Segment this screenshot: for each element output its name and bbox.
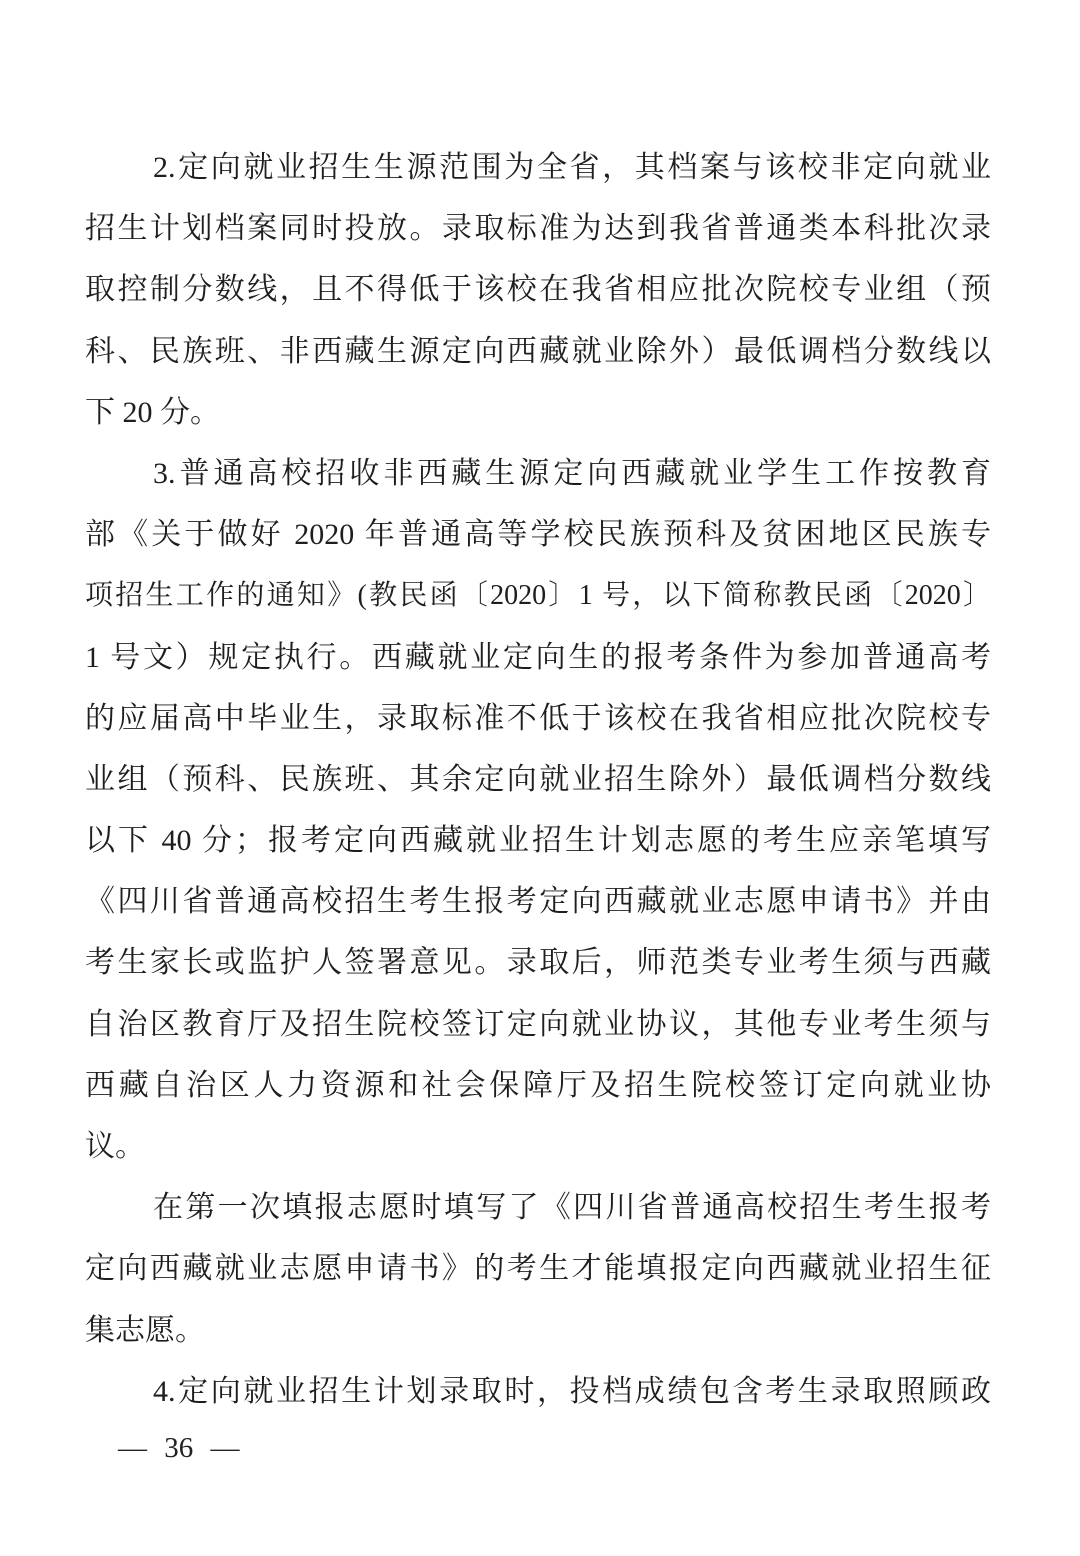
- text-line: 定向西藏就业志愿申请书》的考生才能填报定向西藏就业招生征: [85, 1252, 991, 1286]
- text-line: 招生计划档案同时投放。录取标准为达到我省普通类本科批次录: [85, 212, 991, 246]
- text-line: 3.普通高校招收非西藏生源定向西藏就业学生工作按教育: [153, 456, 991, 490]
- text-line: 1 号文）规定执行。西藏就业定向生的报考条件为参加普通高考: [85, 640, 991, 674]
- text-line: 以下 40 分；报考定向西藏就业招生计划志愿的考生应亲笔填写: [85, 824, 991, 858]
- text-line: 取控制分数线，且不得低于该校在我省相应批次院校专业组（预: [85, 273, 991, 307]
- text-line: 下 20 分。: [85, 395, 220, 429]
- page-number: — 36 —: [118, 1432, 240, 1464]
- text-line: 业组（预科、民族班、其余定向就业招生除外）最低调档分数线: [85, 762, 991, 796]
- text-line: 《四川省普通高校招生考生报考定向西藏就业志愿申请书》并由: [85, 885, 991, 919]
- text-line: 2.定向就业招生生源范围为全省，其档案与该校非定向就业: [153, 151, 991, 184]
- text-line: 的应届高中毕业生，录取标准不低于该校在我省相应批次院校专: [85, 701, 991, 735]
- page-footer: [118, 1428, 240, 1468]
- text-line: 议。: [85, 1130, 145, 1163]
- text-line: 项招生工作的通知》(教民函〔2020〕1 号，以下简称教民函〔2020〕: [85, 580, 991, 612]
- text-line: 西藏自治区人力资源和社会保障厅及招生院校签订定向就业协: [85, 1068, 991, 1102]
- text-line: 考生家长或监护人签署意见。录取后，师范类专业考生须与西藏: [85, 946, 991, 980]
- document-body: [85, 137, 991, 1422]
- text-line: 4.定向就业招生计划录取时，投档成绩包含考生录取照顾政: [153, 1374, 991, 1408]
- text-line: 在第一次填报志愿时填写了《四川省普通高校招生考生报考: [153, 1191, 991, 1225]
- text-line: 科、民族班、非西藏生源定向西藏就业除外）最低调档分数线以: [85, 334, 991, 368]
- text-line: 自治区教育厅及招生院校签订定向就业协议，其他专业考生须与: [85, 1007, 991, 1041]
- text-line: 集志愿。: [85, 1313, 205, 1347]
- text-line: 部《关于做好 2020 年普通高等学校民族预科及贫困地区民族专: [85, 518, 991, 552]
